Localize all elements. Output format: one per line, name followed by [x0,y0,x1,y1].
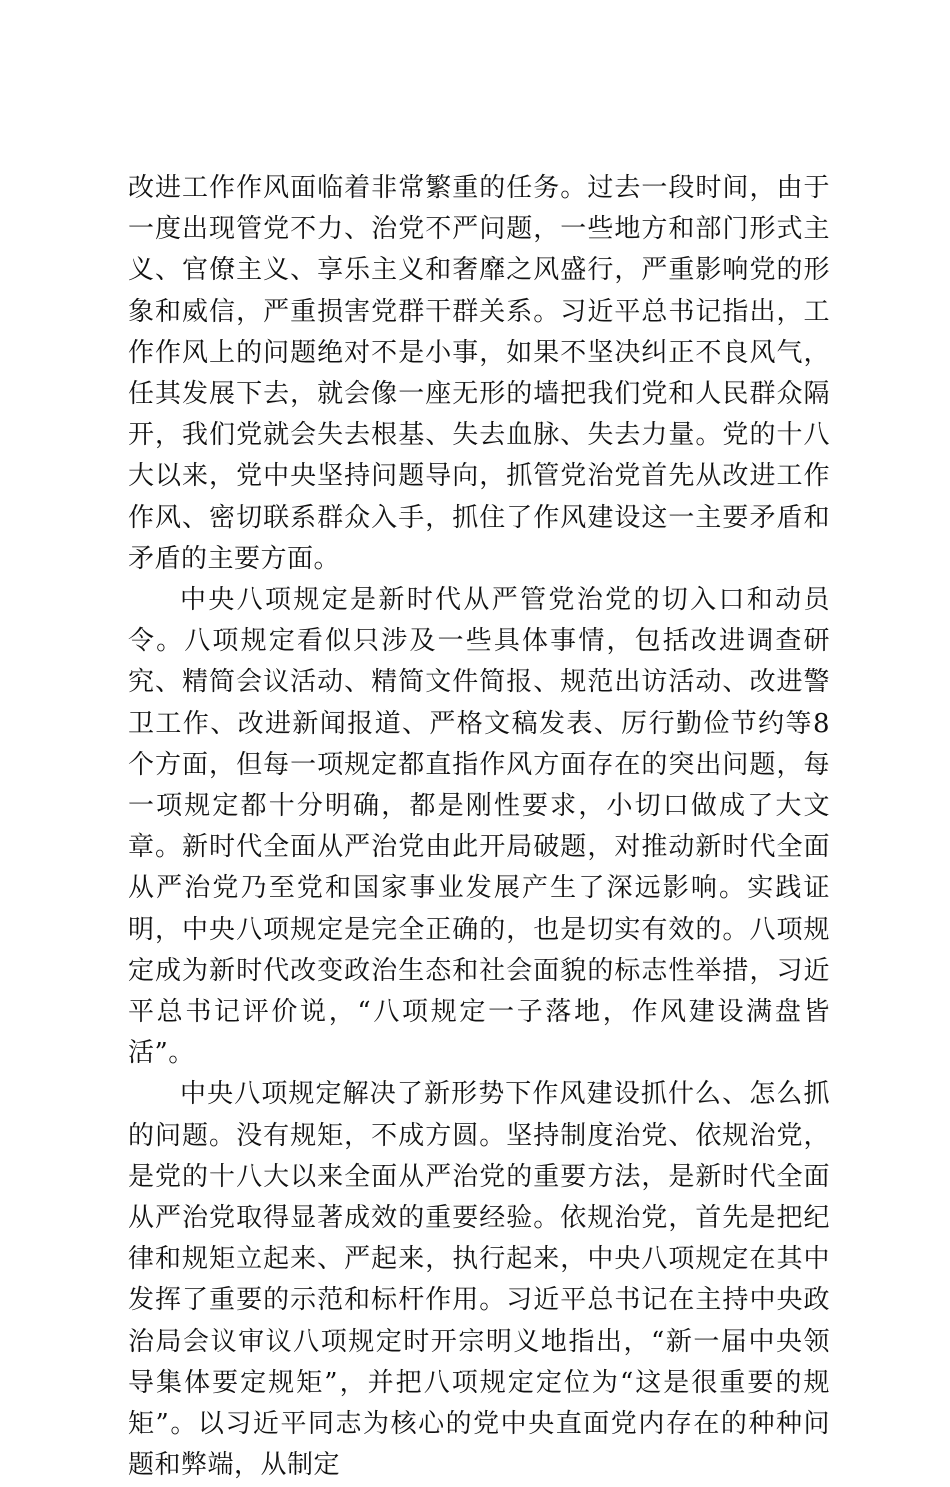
paragraph-2: 中央八项规定是新时代从严管党治党的切入口和动员令。八项规定看似只涉及一些具体事情，包括改进调查研究、精简会议活动、精简文件简报、规范出访活动、改进警卫工作、改进新闻报道、严格文稿发表、厉行勤俭节约等8个方面，但每一项规定都直指作风方面存在的突出问题，每一项规定都十分明确，都是刚性要求，小切口做成了大文章。新时代全面从严治党由此开局破题，对推动新时代全面从严治党乃至党和国家事业发展产生了深远影响。实践证明，中央八项规定是完全正确的，也是切实有效的。八项规定成为新时代改变政治生态和社会面貌的标志性举措，习近平总书记评价说，“八项规定一子落地，作风建设满盘皆活”。 [128,585,830,1069]
paragraph-1: 改进工作作风面临着非常繁重的任务。过去一段时间，由于一度出现管党不力、治党不严问题，一些地方和部门形式主义、官僚主义、享乐主义和奢靡之风盛行，严重影响党的形象和威信，严重损害党群干群关系。习近平总书记指出，工作作风上的问题绝对不是小事，如果不坚决纠正不良风气，任其发展下去，就会像一座无形的墙把我们党和人民群众隔开，我们党就会失去根基、失去血脉、失去力量。党的十八大以来，党中央坚持问题导向，抓管党治党首先从改进工作作风、密切联系群众入手，抓住了作风建设这一主要矛盾和矛盾的主要方面。 [128,173,830,574]
body-text [128,168,830,1487]
paragraph-3: 中央八项规定解决了新形势下作风建设抓什么、怎么抓的问题。没有规矩，不成方圆。坚持制度治党、依规治党，是党的十八大以来全面从严治党的重要方法，是新时代全面从严治党取得显著成效的重要经验。依规治党，首先是把纪律和规矩立起来、严起来，执行起来，中央八项规定在其中发挥了重要的示范和标杆作用。习近平总书记在主持中央政治局会议审议八项规定时开宗明义地指出，“新一届中央领导集体要定规矩”，并把八项规定定位为“这是很重要的规矩”。以习近平同志为核心的党中央直面党内存在的种种问题和弊端，从制定 [128,1079,830,1481]
